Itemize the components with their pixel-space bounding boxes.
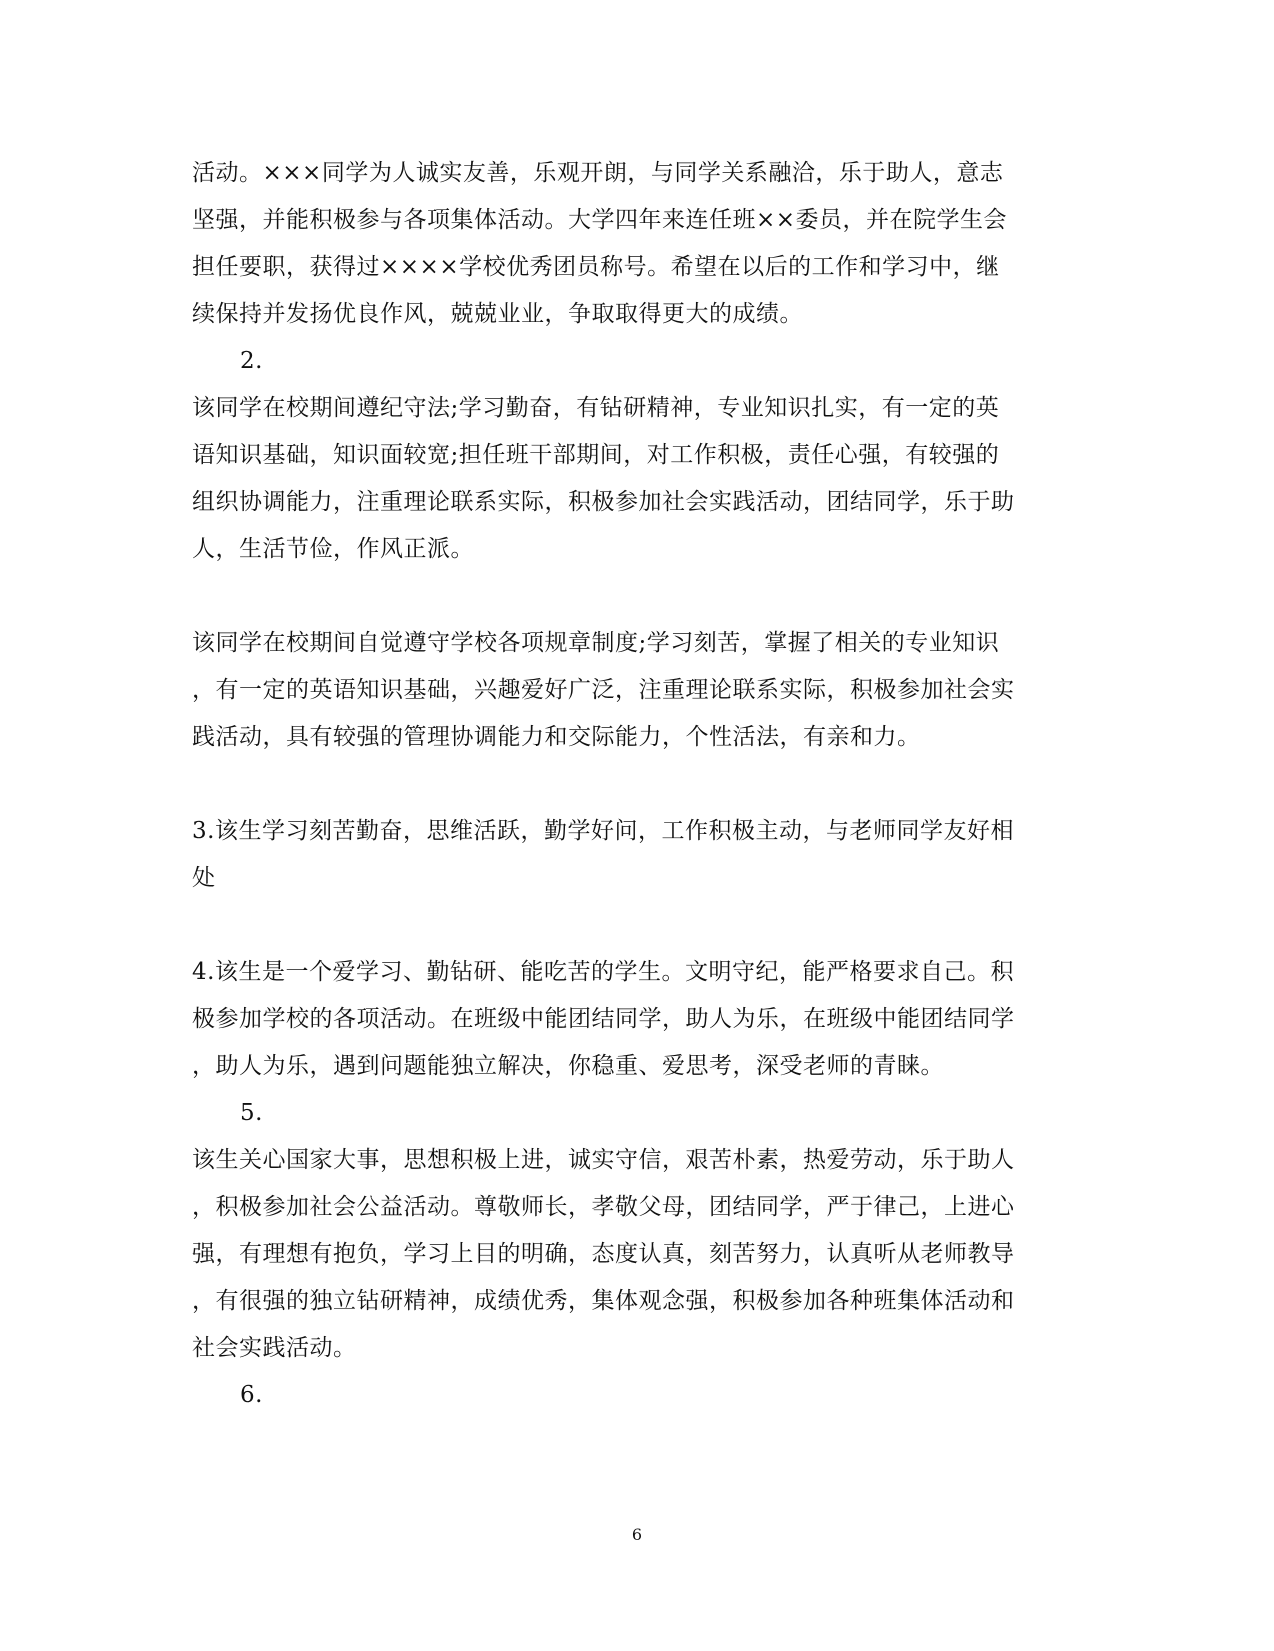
text-line: 人，生活节俭，作风正派。 [192, 536, 474, 562]
text-line: 活动。×××同学为人诚实友善，乐观开朗，与同学关系融洽，乐于助人，意志 [192, 160, 1004, 186]
text-line: 极参加学校的各项活动。在班级中能团结同学，助人为乐，在班级中能团结同学 [192, 1006, 1015, 1032]
text-line: 践活动，具有较强的管理协调能力和交际能力，个性活法，有亲和力。 [192, 724, 921, 750]
text-line: 语知识基础，知识面较宽;担任班干部期间，对工作积极，责任心强，有较强的 [192, 442, 1000, 468]
text-line: 担任要职，获得过××××学校优秀团员称号。希望在以后的工作和学习中，继 [192, 254, 1000, 280]
text-line: ，助人为乐，遇到问题能独立解决，你稳重、爱思考，深受老师的青睐。 [192, 1053, 944, 1079]
text-line: ，积极参加社会公益活动。尊敬师长，孝敬父母，团结同学，严于律己，上进心 [192, 1194, 1015, 1220]
text-line: 该同学在校期间遵纪守法;学习勤奋，有钻研精神，专业知识扎实，有一定的英 [192, 395, 1000, 421]
text-line: 组织协调能力，注重理论联系实际，积极参加社会实践活动，团结同学，乐于助 [192, 489, 1015, 515]
text-line: 强，有理想有抱负，学习上目的明确，态度认真，刻苦努力，认真听从老师教导 [192, 1241, 1015, 1267]
text-line: 社会实践活动。 [192, 1335, 357, 1361]
text-line: 3.该生学习刻苦勤奋，思维活跃，勤学好问，工作积极主动，与老师同学友好相 [192, 818, 1014, 844]
text-line: ，有一定的英语知识基础，兴趣爱好广泛，注重理论联系实际，积极参加社会实 [192, 677, 1015, 703]
list-number: 5. [240, 1100, 263, 1126]
text-line: 续保持并发扬优良作风，兢兢业业，争取取得更大的成绩。 [192, 301, 803, 327]
list-number: 2. [240, 348, 263, 374]
list-number: 6. [240, 1382, 263, 1408]
page-number: 6 [631, 1525, 643, 1544]
text-line: 4.该生是一个爱学习、勤钻研、能吃苦的学生。文明守纪，能严格要求自己。积 [192, 959, 1014, 985]
text-line: ，有很强的独立钻研精神，成绩优秀，集体观念强，积极参加各种班集体活动和 [192, 1288, 1015, 1314]
text-line: 该生关心国家大事，思想积极上进，诚实守信，艰苦朴素，热爱劳动，乐于助人 [192, 1147, 1015, 1173]
text-line: 该同学在校期间自觉遵守学校各项规章制度;学习刻苦，掌握了相关的专业知识 [192, 630, 1000, 656]
text-line: 坚强，并能积极参与各项集体活动。大学四年来连任班××委员，并在院学生会 [192, 207, 1008, 233]
text-line: 处 [192, 865, 216, 891]
